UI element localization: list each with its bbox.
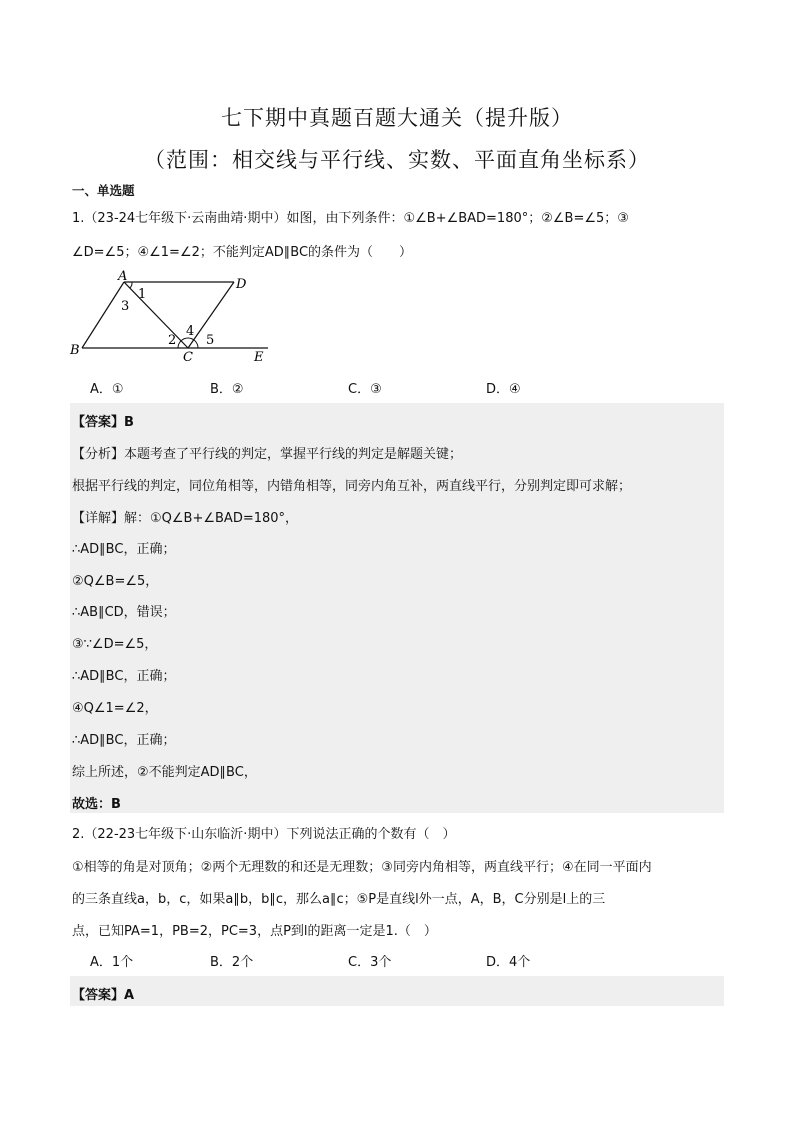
label-e: E <box>254 350 264 364</box>
label-2: 2 <box>168 333 177 348</box>
q2-answer: 【答案】A <box>72 988 135 1003</box>
q1-answer: 【答案】B <box>72 415 134 430</box>
q2-option-c: C．3个 <box>348 955 392 970</box>
label-d: D <box>236 277 247 292</box>
q1-option-d: D．④ <box>486 382 521 397</box>
segment-ab <box>82 282 124 348</box>
q1-analysis-2: 根据平行线的判定，同位角相等，内错角相等，同旁内角互补，两直线平行，分别判定即可求解； <box>72 479 632 494</box>
label-4: 4 <box>186 324 195 339</box>
q1-detail-line: ④Q∠1=∠2， <box>72 701 158 716</box>
q2-option-b: B．2个 <box>210 955 254 970</box>
q1-stem-line2: ∠D=∠5；④∠1=∠2；不能判定AD∥BC的条件为（ ） <box>72 245 413 260</box>
q1-option-b: B．② <box>210 382 244 397</box>
q1-detail-line: ③∵∠D=∠5， <box>72 637 158 652</box>
q1-stem-line1: 1.（23-24七年级下·云南曲靖·期中）如图，由下列条件：①∠B+∠BAD=180°；②∠B=∠5；③ <box>72 211 629 226</box>
q1-detail-line: ∴AB∥CD，错误； <box>72 605 176 620</box>
label-a: A <box>118 269 128 284</box>
q1-detail-line: ②Q∠B=∠5， <box>72 574 159 589</box>
q2-stem-line2: ①相等的角是对顶角；②两个无理数的和还是无理数；③同旁内角相等，两直线平行；④在同一平面内 <box>72 860 652 875</box>
segment-ac <box>124 282 188 348</box>
section-heading: 一、单选题 <box>72 183 135 198</box>
page-title: 七下期中真题百题大通关（提升版） <box>221 106 573 130</box>
q1-figure <box>68 268 278 364</box>
label-1: 1 <box>138 287 147 302</box>
q1-detail-line: 故选：B <box>72 797 121 812</box>
q2-stem-line4: 点，已知PA=1，PB=2，PC=3，点P到l的距离一定是1.（ ） <box>72 924 437 939</box>
q1-detail-line: ∴AD∥BC，正确； <box>72 669 176 684</box>
q1-detail-line: ∴AD∥BC，正确； <box>72 733 176 748</box>
q1-detail-line: 综上所述，②不能判定AD∥BC， <box>72 765 257 780</box>
q1-option-a: A．① <box>90 382 124 397</box>
q2-option-a: A．1个 <box>90 955 134 970</box>
label-b: B <box>70 343 80 358</box>
label-c: C <box>183 350 193 364</box>
page-subtitle: （范围：相交线与平行线、实数、平面直角坐标系） <box>144 148 650 172</box>
label-3: 3 <box>121 299 130 314</box>
q1-option-c: C．③ <box>348 382 382 397</box>
label-5: 5 <box>206 333 215 348</box>
angle-arc-a <box>130 282 132 288</box>
q2-option-d: D．4个 <box>486 955 531 970</box>
angle-arc-c <box>178 338 198 348</box>
q1-analysis-1: 【分析】本题考查了平行线的判定，掌握平行线的判定是解题关键； <box>72 447 463 462</box>
q2-stem-line3: 的三条直线a，b，c，如果a∥b，b∥c，那么a∥c；⑤P是直线l外一点，A，B，C分别是l上的三 <box>72 892 606 907</box>
q1-detail-line: ∴AD∥BC，正确； <box>72 542 176 557</box>
q2-stem-line1: 2.（22-23七年级下·山东临沂·期中）下列说法正确的个数有（ ） <box>72 827 456 842</box>
q1-detail-line: 【详解】解：①Q∠B+∠BAD=180°， <box>72 511 299 526</box>
